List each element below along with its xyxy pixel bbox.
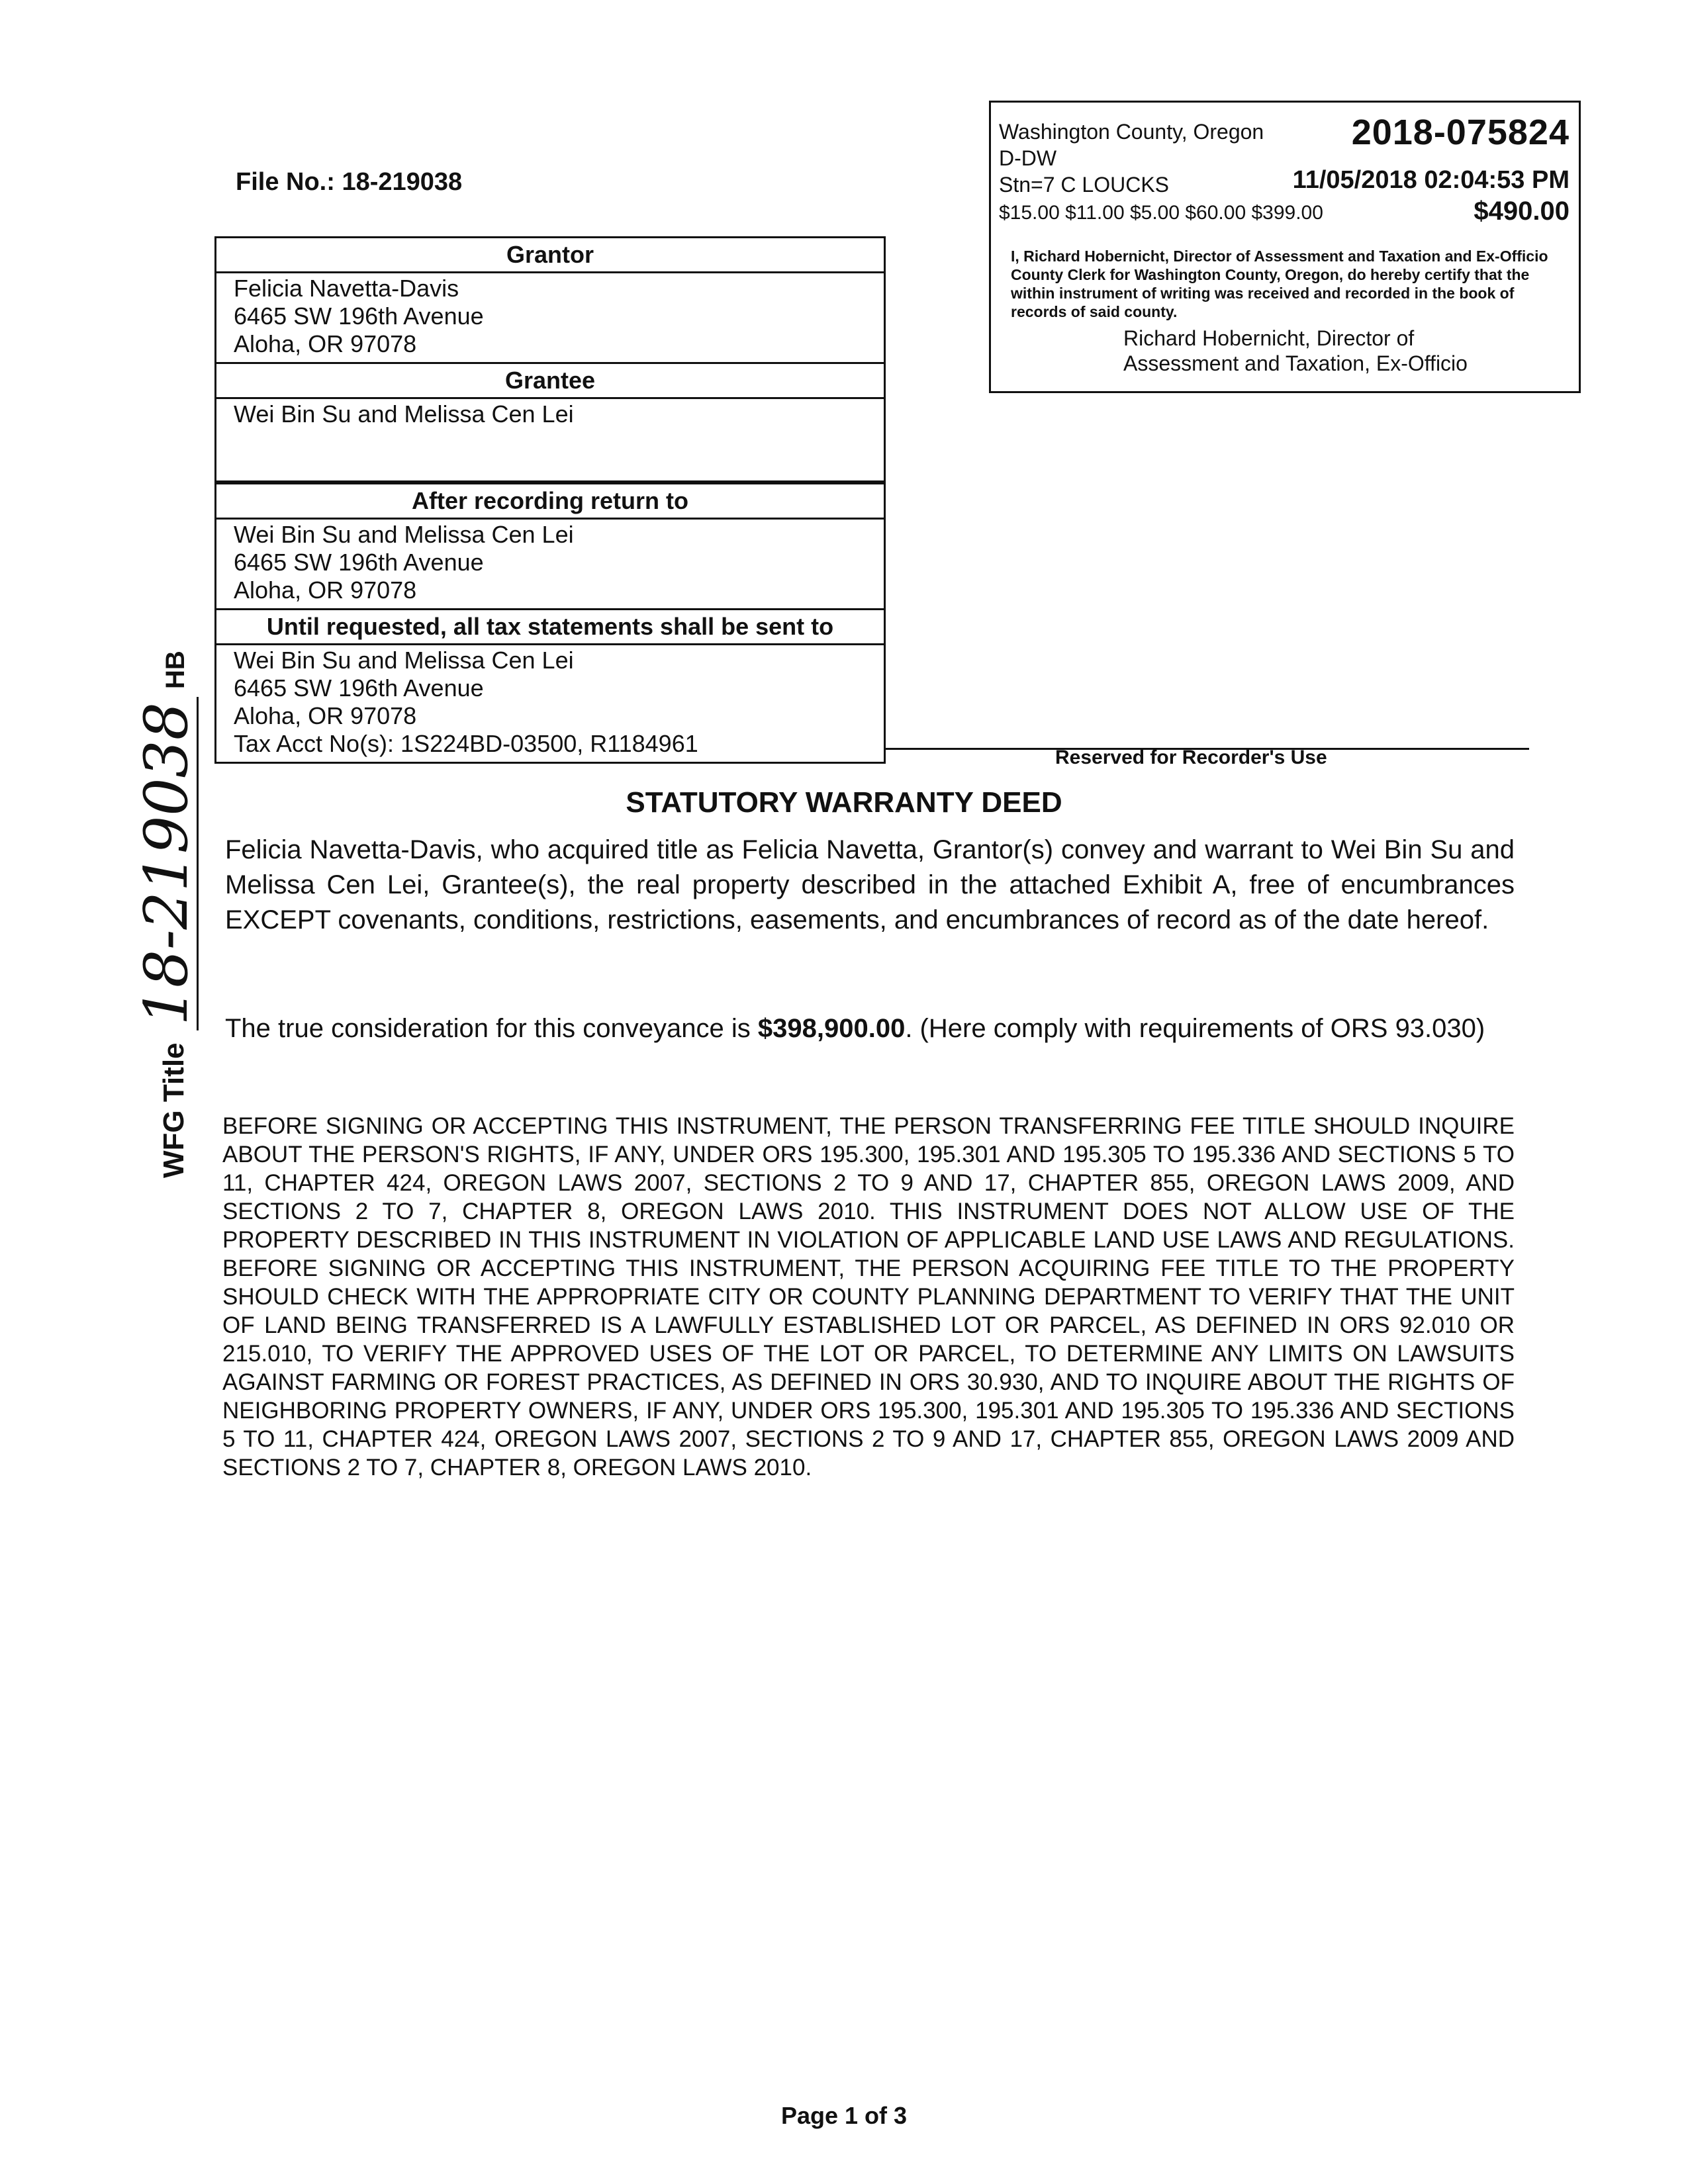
grantee-name: Wei Bin Su and Melissa Cen Lei bbox=[234, 400, 574, 428]
document-title: STATUTORY WARRANTY DEED bbox=[626, 786, 1062, 819]
consideration-amount: $398,900.00 bbox=[757, 1014, 906, 1043]
tax-account: Tax Acct No(s): 1S224BD-03500, R1184961 bbox=[234, 730, 698, 757]
recorder-certification: I, Richard Hobernicht, Director of Assessment and Taxation and Ex-Officio County Clerk for Washington County, Oregon, do hereby certify that the within instrument of writing was received and recorded in the book of records of said county. bbox=[1011, 248, 1548, 320]
grantor-street: 6465 SW 196th Avenue bbox=[234, 302, 484, 330]
return-block bbox=[216, 520, 884, 610]
recorder-doc-type: D-DW bbox=[999, 146, 1057, 170]
grantee-block bbox=[216, 399, 884, 482]
consideration-note: . (Here comply with requirements of ORS 93.030) bbox=[905, 1014, 1485, 1043]
file-number: File No.: 18-219038 bbox=[236, 168, 463, 196]
tax-header: Until requested, all tax statements shall be sent to bbox=[216, 610, 884, 645]
recorder-signer-line2: Assessment and Taxation, Ex-Officio bbox=[1123, 351, 1468, 375]
conveyance-paragraph: Felicia Navetta-Davis, who acquired title as Felicia Navetta, Grantor(s) convey and warrant to Wei Bin Su and Melissa Cen Lei, Grantee(s), the real property described in the attached Exhibit A, free of encumbrances EXCEPT covenants, conditions, restrictions, easements, and encumbrances of record as of the date hereof. bbox=[225, 835, 1515, 934]
recorder-total: $490.00 bbox=[1474, 197, 1570, 226]
recorder-doc-number: 2018-075824 bbox=[1351, 113, 1570, 152]
recorder-county: Washington County, Oregon bbox=[999, 120, 1264, 144]
tax-city: Aloha, OR 97078 bbox=[234, 702, 417, 729]
return-city: Aloha, OR 97078 bbox=[234, 576, 417, 604]
consideration-paragraph bbox=[225, 1011, 1515, 1046]
grantor-city: Aloha, OR 97078 bbox=[234, 330, 417, 357]
recorder-station: Stn=7 C LOUCKS bbox=[999, 173, 1169, 197]
statutory-notice: BEFORE SIGNING OR ACCEPTING THIS INSTRUMENT, THE PERSON TRANSFERRING FEE TITLE SHOULD INQUIRE ABOUT THE PERSON'S RIGHTS, IF ANY, UNDER ORS 195.300, 195.301 AND 195.305 TO 195.336 AND SECTIONS 5 TO 11, CHAPTER 424, OREGON LAWS 2007, SECTIONS 2 TO 9 AND 17, CHAPTER 855, OREGON LAWS 2009, AND SECTIONS 2 TO 7, CHAPTER 8, OREGON LAWS 2010. THIS INSTRUMENT DOES NOT ALLOW USE OF THE PROPERTY DESCRIBED IN THIS INSTRUMENT IN VIOLATION OF APPLICABLE LAND USE LAWS AND REGULATIONS. BEFORE SIGNING OR ACCEPTING THIS INSTRUMENT, THE PERSON ACQUIRING FEE TITLE TO THE PROPERTY SHOULD CHECK WITH THE APPROPRIATE CITY OR COUNTY PLANNING DEPARTMENT TO VERIFY THAT THE UNIT OF LAND BEING TRANSFERRED IS A LAWFULLY ESTABLISHED LOT OR PARCEL, AS DEFINED IN ORS 92.010 OR 215.010, TO VERIFY THE APPROVED USES OF THE LOT OR PARCEL, TO DETERMINE ANY LIMITS ON LAWSUITS AGAINST FARMING OR FOREST PRACTICES, AS DEFINED IN ORS 30.930, AND TO INQUIRE ABOUT THE RIGHTS OF NEIGHBORING PROPERTY OWNERS, IF ANY, UNDER ORS 195.300, 195.301 AND 195.305 TO 195.336 AND SECTIONS 5 TO 11, CHAPTER 424, OREGON LAWS 2007, SECTIONS 2 TO 9 AND 17, CHAPTER 855, OREGON LAWS 2009 AND SECTIONS 2 TO 7, CHAPTER 8, OREGON LAWS 2010. bbox=[222, 1113, 1515, 1480]
side-stamp-handwritten: 18-219038 bbox=[137, 697, 199, 1031]
page-number: Page 1 of 3 bbox=[780, 2102, 908, 2129]
tax-name: Wei Bin Su and Melissa Cen Lei bbox=[234, 647, 574, 674]
grantor-block bbox=[216, 273, 884, 364]
side-stamp-label: WFG Title bbox=[158, 1042, 190, 1178]
grantor-name: Felicia Navetta-Davis bbox=[234, 275, 459, 302]
return-name: Wei Bin Su and Melissa Cen Lei bbox=[234, 521, 574, 548]
tax-street: 6465 SW 196th Avenue bbox=[234, 674, 484, 702]
side-file-stamp bbox=[126, 651, 201, 1178]
reserved-label: Reserved for Recorder's Use bbox=[1055, 747, 1327, 768]
side-stamp-initials: HB bbox=[161, 651, 190, 689]
return-header: After recording return to bbox=[216, 482, 884, 520]
grantee-header: Grantee bbox=[216, 364, 884, 399]
consideration-text: The true consideration for this conveyance is bbox=[225, 1014, 758, 1043]
recorder-fees: $15.00 $11.00 $5.00 $60.00 $399.00 bbox=[999, 202, 1323, 224]
return-street: 6465 SW 196th Avenue bbox=[234, 549, 484, 576]
tax-block bbox=[216, 645, 884, 762]
recorder-datetime: 11/05/2018 02:04:53 PM bbox=[1292, 166, 1570, 194]
parties-table bbox=[214, 236, 886, 764]
recorder-stamp bbox=[989, 101, 1581, 393]
grantor-header: Grantor bbox=[216, 238, 884, 273]
recorder-signer-line1: Richard Hobernicht, Director of bbox=[1123, 326, 1415, 350]
